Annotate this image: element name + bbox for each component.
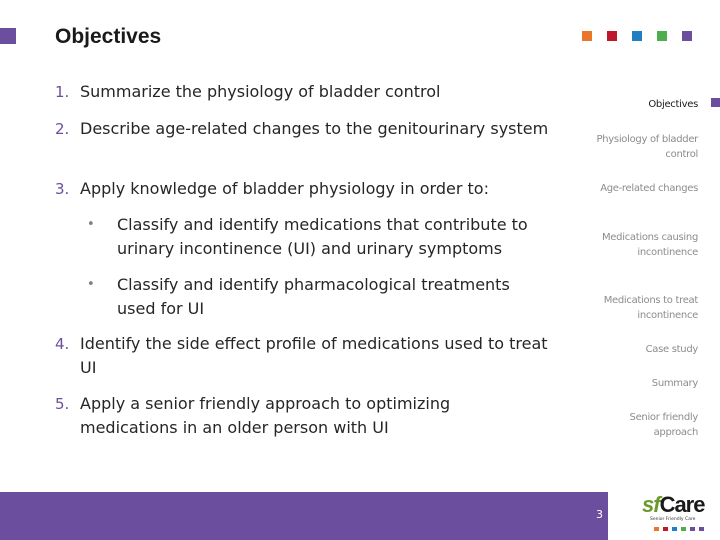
objective-text: Summarize the physiology of bladder control [80, 82, 441, 101]
objective-text: Apply a senior friendly approach to optimizing medications in an older person with UI [80, 394, 451, 437]
logo-sf: sf [642, 492, 660, 517]
nav-item-summary[interactable]: Summary [651, 378, 698, 389]
logo-dot [654, 527, 659, 531]
objective-text: Apply knowledge of bladder physiology in order to: [80, 179, 489, 198]
orange-square [582, 31, 592, 41]
sub-bullet-text: Classify and identify medications that contribute to urinary incontinence (UI) and urinary symptoms [117, 215, 528, 258]
brand-color-squares [582, 31, 692, 41]
active-nav-marker [711, 98, 720, 107]
nav-item-senior-friendly[interactable]: Senior friendly approach [629, 412, 698, 438]
objective-number: 4. [55, 335, 70, 353]
green-square [657, 31, 667, 41]
purple-square [682, 31, 692, 41]
objective-number: 1. [55, 83, 70, 101]
logo-dot [690, 527, 695, 531]
nav-item-medications-to-treat[interactable]: Medications to treat incontinence [603, 295, 698, 321]
logo-tagline: Senior Friendly Care [650, 517, 696, 522]
title-accent-square [0, 28, 16, 44]
objective-number: 5. [55, 395, 70, 413]
objective-number: 2. [55, 120, 70, 138]
sub-bullet-text: Classify and identify pharmacological treatments used for UI [117, 275, 510, 318]
red-square [607, 31, 617, 41]
nav-item-case-study[interactable]: Case study [645, 344, 698, 355]
logo-dot [672, 527, 677, 531]
objective-number: 3. [55, 180, 70, 198]
nav-item-physiology[interactable]: Physiology of bladder control [596, 134, 698, 160]
objective-text: Identify the side effect profile of medications used to treat UI [80, 334, 548, 377]
bullet-mark: • [87, 217, 95, 232]
logo-dot [681, 527, 686, 531]
logo-care: Care [659, 492, 705, 517]
logo-wordmark [642, 492, 704, 518]
nav-item-objectives[interactable]: Objectives [648, 99, 698, 110]
nav-item-medications-causing[interactable]: Medications causing incontinence [601, 232, 698, 258]
bullet-mark: • [87, 277, 95, 292]
sfcare-logo [642, 492, 712, 537]
logo-color-dots [654, 527, 704, 531]
logo-dot [663, 527, 668, 531]
slide-title: Objectives [55, 25, 162, 48]
page-number: 3 [596, 508, 603, 521]
logo-dot [699, 527, 704, 531]
nav-item-age-related-changes[interactable]: Age-related changes [600, 183, 698, 194]
blue-square [632, 31, 642, 41]
objective-text: Describe age-related changes to the genitourinary system [80, 119, 549, 138]
